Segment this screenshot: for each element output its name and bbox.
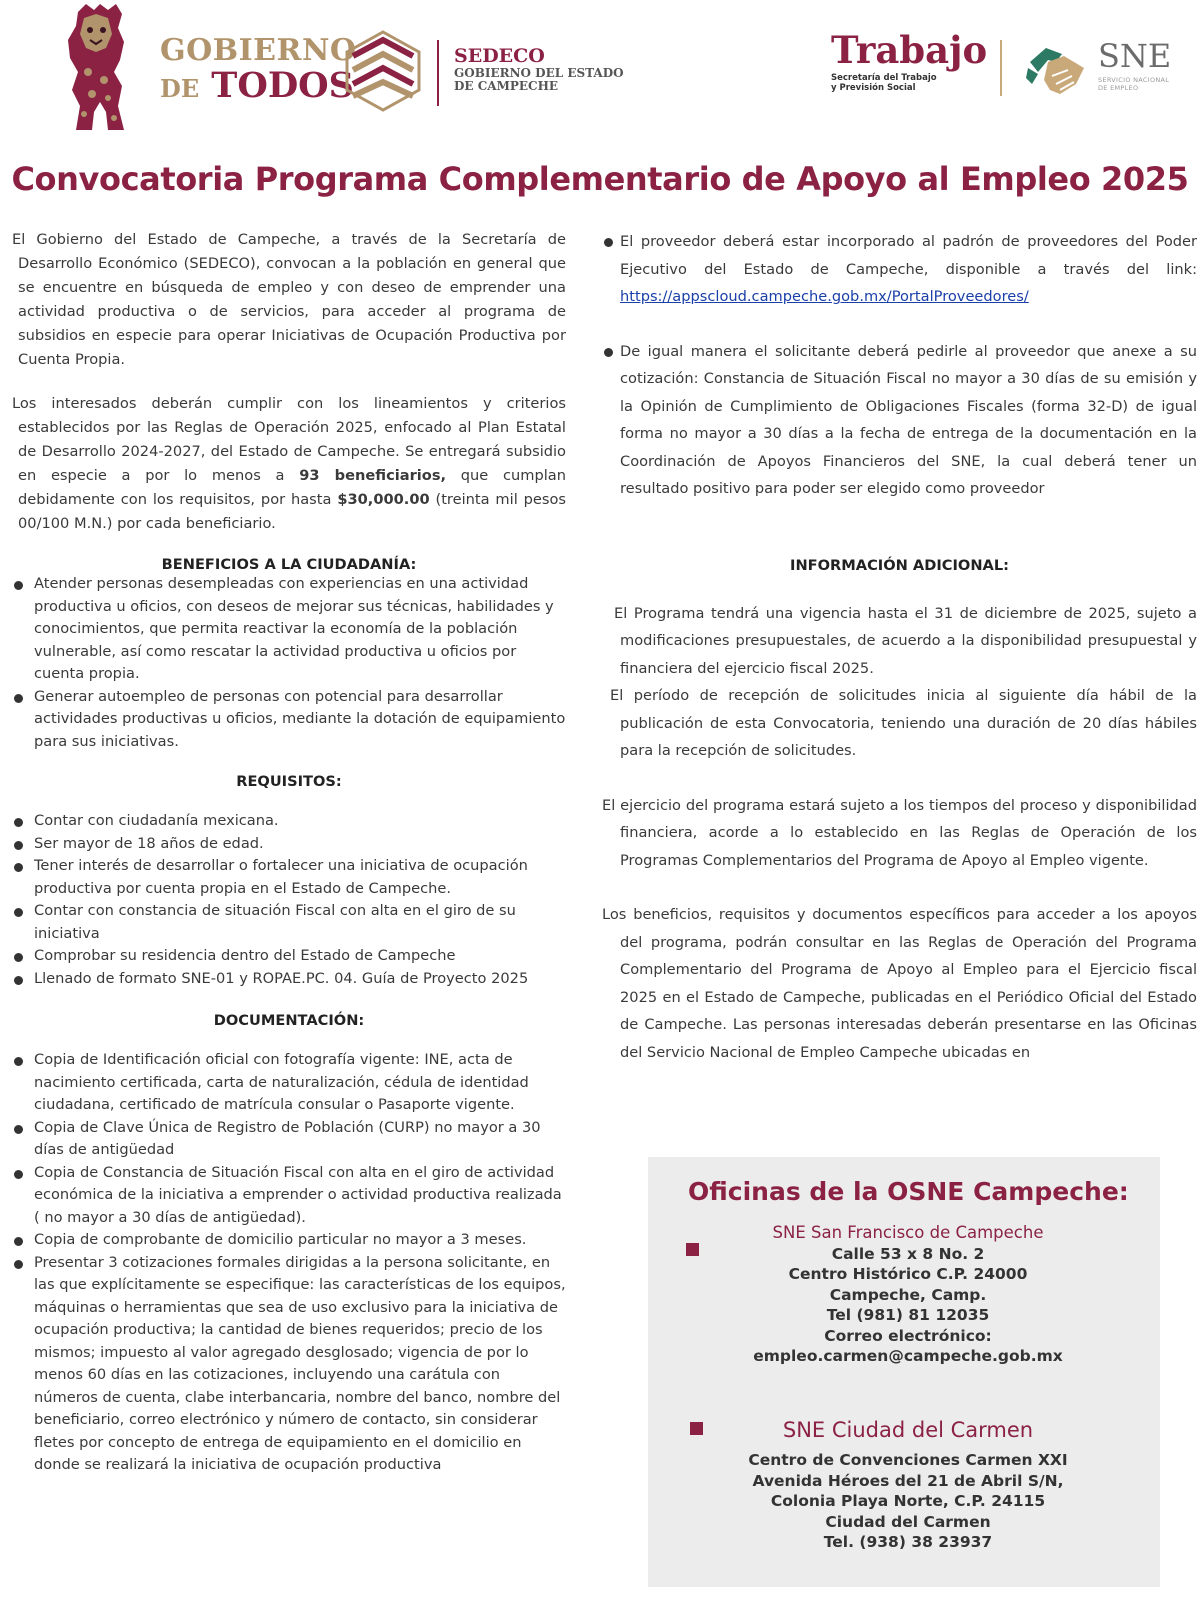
list-item: Generar autoempleo de personas con potencial para desarrollar actividades productivas u oficios, mediante la dotación de equipamiento para sus iniciativas. (12, 686, 566, 754)
de-todos-line (160, 65, 357, 106)
header-divider (437, 40, 439, 106)
criteria-text-a: Los interesados deberán cumplir con los lineamientos y criterios establecidos por las Reglas de Operación 2025, enfocado al Plan Estatal de Desarrollo 2024-2027, del Estado de Campeche. Se entregará subsidio en especie a por lo menos a (12, 395, 566, 484)
office-email: empleo.carmen@campeche.gob.mx (753, 1347, 1063, 1365)
sedeco-emblem-icon (343, 30, 423, 112)
info-paragraph-3: El ejercicio del programa estará sujeto a los tiempos del proceso y disponibilidad financiera, acorde a lo establecido en las Reglas de Operación de los Programas Complementarios del Programa de Apoyo al Empleo vigente. (602, 796, 1197, 869)
todos-word: TODOS (211, 65, 354, 106)
proveedor-text: El proveedor deberá estar incorporado al padrón de proveedores del Poder Ejecutivo del Estado de Campeche, disponible a través del link: (620, 233, 1197, 278)
sedeco-line2: GOBIERNO DEL ESTADO (454, 65, 624, 80)
office-address: Centro de Convenciones Carmen XXI (748, 1451, 1068, 1469)
gobierno-word: GOBIERNO (160, 33, 357, 68)
office-city: Campeche, Camp. (829, 1285, 987, 1304)
office-address: Colonia Playa Norte, C.P. 24115 (770, 1492, 1046, 1510)
sne-name: SNE (1098, 37, 1172, 75)
info-paragraph-1: El Programa tendrá una vigencia hasta el 31 de diciembre de 2025, sujeto a modificaciones presupuestales, de acuerdo a la disponibilidad presupuestal y financiera del ejercicio fiscal 2025. (614, 604, 1197, 677)
subsidy-amount: $30,000.00 (337, 491, 430, 508)
list-item: Ser mayor de 18 años de edad. (12, 833, 566, 856)
office-phone: Tel. (938) 38 23937 (823, 1533, 993, 1551)
gobierno-de-todos-logo (160, 33, 357, 106)
office-email-label: Correo electrónico: (824, 1326, 992, 1345)
sedeco-name: SEDECO (454, 45, 545, 67)
beneficios-list (12, 573, 566, 753)
list-item: Copia de Constancia de Situación Fiscal con alta en el giro de actividad económica de la iniciativa a emprender o actividad productiva realizada ( no mayor a 30 días de antigüedad). (12, 1162, 566, 1230)
list-item: Copia de comprobante de domicilio particular no mayor a 3 meses. (12, 1229, 566, 1252)
sne-logo-text (1098, 37, 1182, 93)
criteria-text-c: que cumplan debidamente con los requisitos, por hasta (18, 467, 566, 508)
info-paragraph-2: El período de recepción de solicitudes inicia al siguiente día hábil de la publicación de esta Convocatoria, teniendo una duración de 20 días hábiles para la recepción de solicitudes. (610, 687, 1197, 759)
header-divider-2 (1000, 40, 1002, 96)
offices-title: Oficinas de la OSNE Campeche: (688, 1177, 1129, 1206)
office-address: Avenida Héroes del 21 de Abril S/N, (752, 1471, 1064, 1490)
criteria-paragraph (12, 392, 566, 536)
office-campeche (708, 1223, 1108, 1367)
office-name: SNE Ciudad del Carmen (782, 1418, 1034, 1442)
list-item: De igual manera el solicitante deberá pedirle al proveedor que anexe a su cotización: Constancia de Situación Fiscal no mayor a 30 días de su emisión y la Opinión de Cumplimiento de Obligaciones Fiscales (forma 32-D) de igual forma no mayor a 30 días a la fecha de entrega de la documentación en la Coordinación de Apoyos Financieros del SNE, la cual deberá tener un resultado positivo para poder ser elegido como proveedor (602, 338, 1197, 503)
list-item: Atender personas desempleadas con experiencias en una actividad productiva u oficios, con deseos de mejorar sus técnicas, habilidades y conocimientos, que permita reactivar la economía de la población vulnerable, así como rescatar la actividad productiva u oficios por cuenta propia. (12, 573, 566, 686)
office-address: Calle 53 x 8 No. 2 (831, 1244, 985, 1263)
proveedor-list (602, 228, 1197, 503)
list-item: Contar con ciudadanía mexicana. (12, 810, 566, 833)
trabajo-logo (831, 28, 988, 94)
de-word: DE (160, 74, 200, 103)
sedeco-line3: DE CAMPECHE (454, 79, 559, 94)
beneficios-heading: BENEFICIOS A LA CIUDADANÍA: (161, 556, 417, 573)
list-item: Comprobar su residencia dentro del Estado de Campeche (12, 945, 566, 968)
list-item: Tener interés de desarrollar o fortalecer una iniciativa de ocupación productiva por cuenta propia en el Estado de Campeche. (12, 855, 566, 900)
sedeco-logo (454, 46, 624, 93)
office-carmen (708, 1414, 1108, 1553)
left-column (12, 228, 566, 1477)
list-item: Contar con constancia de situación Fiscal con alta en el giro de su iniciativa (12, 900, 566, 945)
square-bullet-icon (686, 1243, 699, 1256)
documentacion-list (12, 1049, 566, 1477)
office-name: SNE San Francisco de Campeche (772, 1223, 1044, 1242)
intro-paragraph: El Gobierno del Estado de Campeche, a través de la Secretaría de Desarrollo Económico (SEDECO), convocan a la población en general que se encuentre en búsqueda de empleo y con deseo de emprender una actividad productiva o de servicios, para acceder al programa de subsidios en especie para operar Iniciativas de Ocupación Productiva por Cuenta Propia. (12, 231, 566, 368)
beneficiaries-count: 93 beneficiarios, (299, 467, 447, 484)
sne-sub2: DE EMPLEO (1098, 84, 1139, 93)
requisitos-heading: REQUISITOS: (236, 773, 342, 790)
info-paragraph-4: Los beneficios, requisitos y documentos específicos para acceder a los apoyos del programa, podrán consultar en las Reglas de Operación del Programa Complementario del Programa de Apoyo al Empleo para el Ejercicio fiscal 2025 en el Estado de Campeche, publicadas en el Periódico Oficial del Estado de Campeche. Las personas interesadas deberán presentarse en las Oficinas del Servicio Nacional de Empleo Campeche ubicadas en (602, 906, 1197, 1061)
list-item: Copia de Identificación oficial con fotografía vigente: INE, acta de nacimiento certificada, carta de naturalización, cédula de identidad ciudadana, certificado de matrícula consular o Pasaporte vigente. (12, 1049, 566, 1117)
list-item (602, 228, 1197, 311)
right-column (602, 228, 1197, 1066)
jaguar-logo-icon (48, 2, 146, 134)
trabajo-name: Trabajo (831, 28, 988, 72)
office-phone: Tel (981) 81 12035 (826, 1306, 990, 1324)
requisitos-list (12, 810, 566, 990)
offices-box (648, 1157, 1160, 1587)
office-address: Centro Histórico C.P. 24000 (788, 1265, 1028, 1283)
criteria-text-e: (treinta mil pesos 00/100 M.N.) por cada beneficiario. (18, 491, 566, 532)
list-item: Llenado de formato SNE-01 y ROPAE.PC. 04. Guía de Proyecto 2025 (12, 968, 566, 991)
page-title: Convocatoria Programa Complementario de Apoyo al Empleo 2025 (11, 160, 1189, 198)
office-city: Ciudad del Carmen (825, 1512, 991, 1531)
square-bullet-icon (690, 1422, 703, 1435)
sne-hands-logo-icon (1026, 40, 1088, 98)
trabajo-sub2: y Previsión Social (831, 83, 916, 94)
portal-proveedores-link[interactable]: https://appscloud.campeche.gob.mx/PortalProveedores/ (620, 288, 1029, 305)
list-item: Presentar 3 cotizaciones formales dirigidas a la persona solicitante, en las que explícitamente se especifique: las características de los equipos, máquinas o herramientas que sea de uso exclusivo para la iniciativa de ocupación productiva; la cantidad de bienes requeridos; precio de los mismos; impuesto al valor agregado desglosado; vigencia de por lo menos 60 días en las cotizaciones, incluyendo una carátula con números de cuenta, clabe interbancaria, nombre del banco, nombre del beneficiario, correo electrónico y número de contacto, sin considerar fletes por concepto de entrega de equipamiento en el domicilio en donde se realizará la iniciativa de ocupación productiva (12, 1252, 566, 1477)
list-item: Copia de Clave Única de Registro de Población (CURP) no mayor a 30 días de antigüedad (12, 1117, 566, 1162)
header (0, 0, 1200, 140)
documentacion-heading: DOCUMENTACIÓN: (213, 1012, 365, 1029)
info-adicional-heading: INFORMACIÓN ADICIONAL: (790, 556, 1009, 574)
sne-sub1: SERVICIO NACIONAL (1098, 76, 1170, 84)
trabajo-sub1: Secretaría del Trabajo (831, 73, 937, 83)
